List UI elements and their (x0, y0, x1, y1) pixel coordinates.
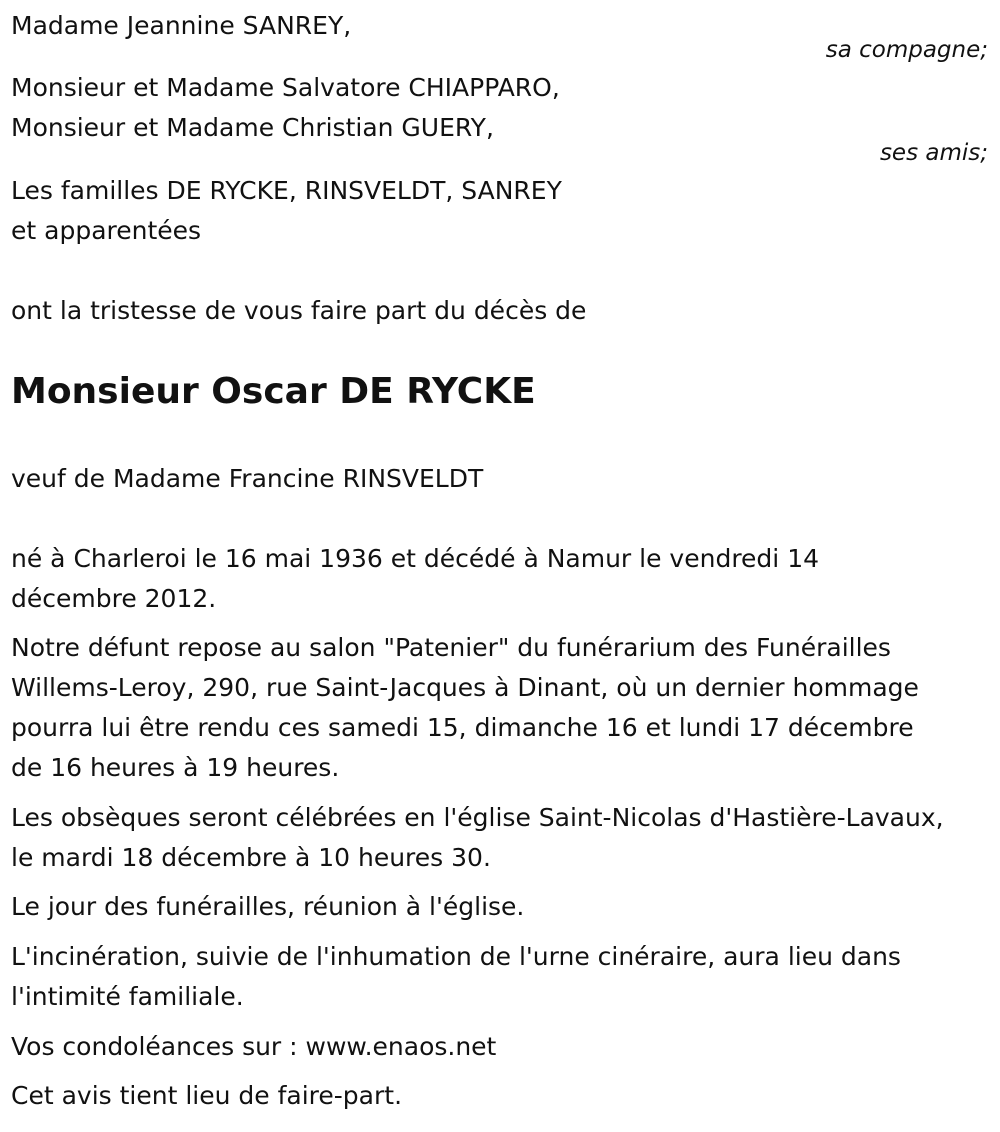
friends-role: ses amis; (879, 140, 988, 166)
companion-role: sa compagne; (825, 37, 988, 63)
repose-line-1: Notre défunt repose au salon "Patenier" du funérarium des Funérailles (11, 633, 891, 662)
repose-line-4: de 16 heures à 19 heures. (11, 753, 340, 782)
incineration-line-2: l'intimité familiale. (11, 982, 244, 1011)
friend-line-2: Monsieur et Madame Christian GUERY, (11, 113, 494, 142)
widower-line: veuf de Madame Francine RINSVELDT (11, 464, 484, 493)
condoleances-line: Vos condoléances sur : www.enaos.net (11, 1032, 497, 1061)
obseques-line-1: Les obsèques seront célébrées en l'église Saint-Nicolas d'Hastière-Lavaux, (11, 803, 944, 832)
companion-name: Madame Jeannine SANREY, (11, 11, 352, 40)
incineration-line-1: L'incinération, suivie de l'inhumation de l'urne cinéraire, aura lieu dans (11, 942, 901, 971)
obseques-line-2: le mardi 18 décembre à 10 heures 30. (11, 843, 491, 872)
reunion-line: Le jour des funérailles, réunion à l'église. (11, 892, 525, 921)
announcement: ont la tristesse de vous faire part du décès de (11, 296, 587, 325)
families-line-2: et apparentées (11, 216, 202, 245)
deceased-name: Monsieur Oscar DE RYCKE (11, 371, 536, 412)
families-line-1: Les familles DE RYCKE, RINSVELDT, SANREY (11, 176, 562, 205)
repose-line-2: Willems-Leroy, 290, rue Saint-Jacques à Dinant, où un dernier hommage (11, 673, 919, 702)
birth-line-2: décembre 2012. (11, 584, 217, 613)
closing-line: Cet avis tient lieu de faire-part. (11, 1081, 403, 1110)
repose-line-3: pourra lui être rendu ces samedi 15, dimanche 16 et lundi 17 décembre (11, 713, 914, 742)
birth-line-1: né à Charleroi le 16 mai 1936 et décédé à Namur le vendredi 14 (11, 544, 820, 573)
friend-line-1: Monsieur et Madame Salvatore CHIAPPARO, (11, 73, 560, 102)
